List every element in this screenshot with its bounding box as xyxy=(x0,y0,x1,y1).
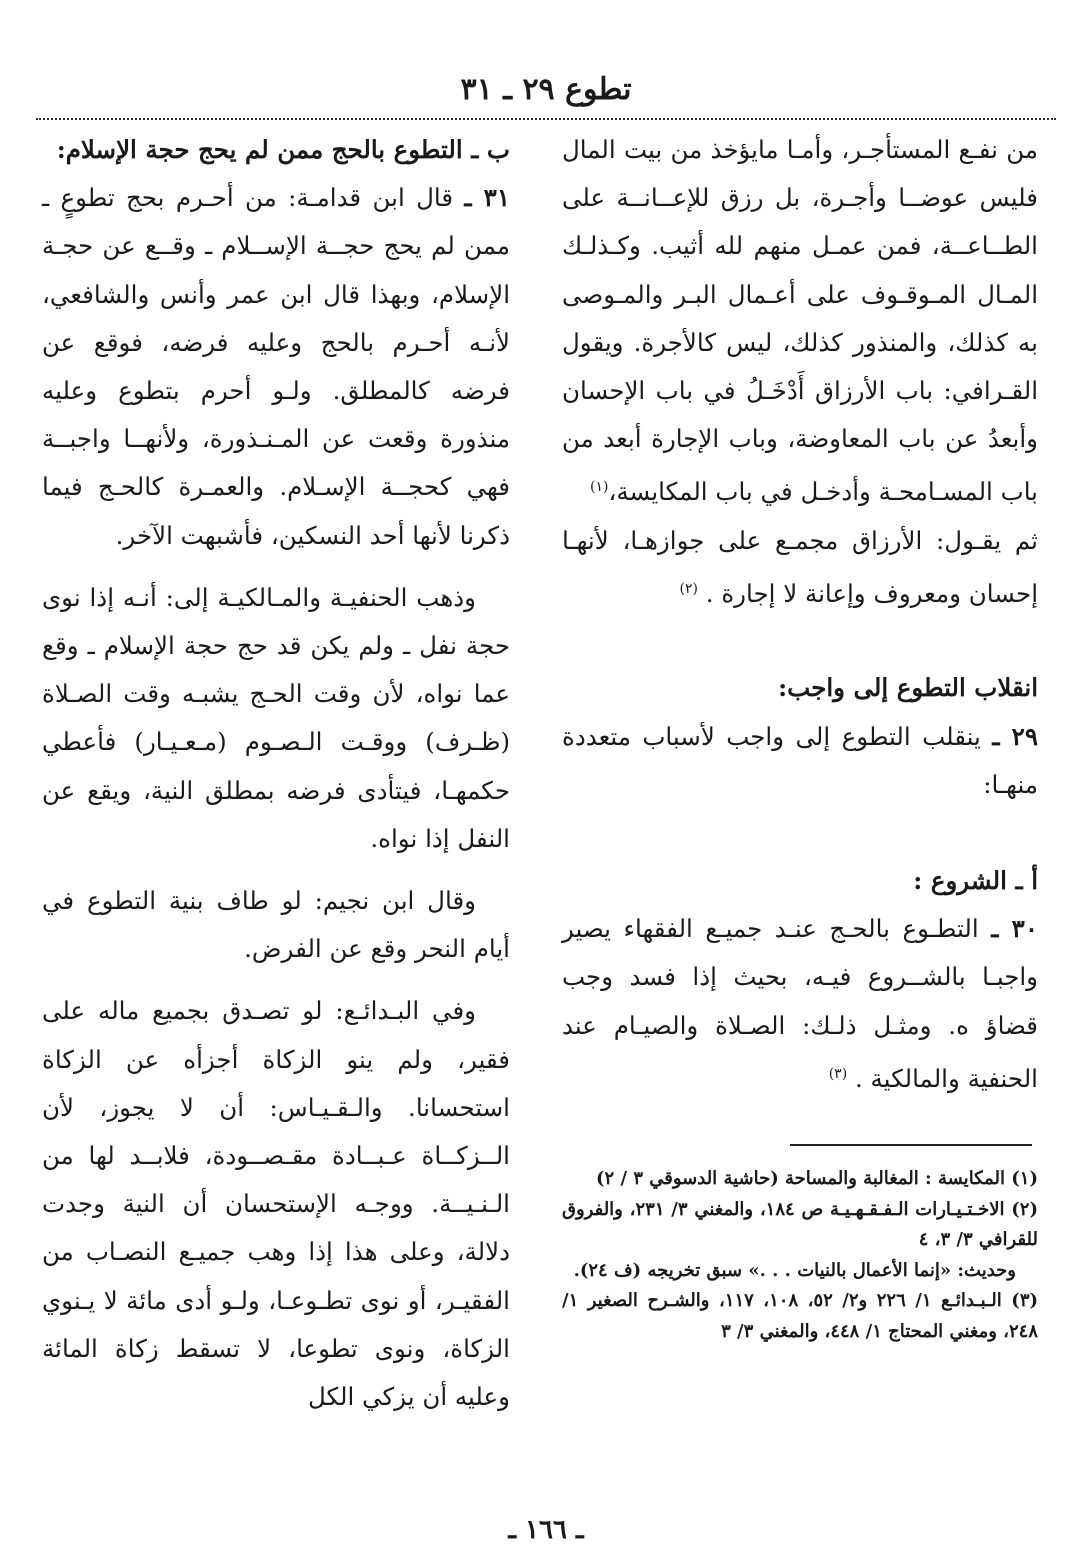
item-29-number: ٢٩ ـ xyxy=(992,721,1038,751)
item-31-number: ٣١ ـ xyxy=(464,183,510,213)
item-30 xyxy=(562,905,1038,1103)
footnote-divider xyxy=(790,1144,1032,1146)
section-heading-conversion: انقلاب التطوع إلى واجب: xyxy=(778,673,1038,703)
item-29 xyxy=(562,713,1038,809)
footnote-2: (٢) الاخـتـيـارات الـفـقـهـيـة ص ١٨٤، والمغني ٣/ ٢٣١، والفروق للقرافي ٣/ ٣، ٤ xyxy=(562,1198,1038,1250)
section-heading-commencement: أ ـ الشروع : xyxy=(913,865,1038,895)
running-header: تطوع ٢٩ ـ ٣١ xyxy=(460,72,632,107)
paragraph-rent-text: من نفـع المستأجـر، وأمـا مايؤخذ من بيت المال فليس عوضــا وأجـرة، بل رزق للإعــانــة على الطــاعــة، فمن عمـل منهم لله أثيب. وكـذلـك المـال المـوقـوف على أعـمال البـر والمـوصى به كذلك، والمنذور كذلك، ليس كالأجرة. ويقول القـرافي: باب الأرزاق أَدْخَـلُ في باب الإحسان وأبعدُ عن باب المعاوضة، وباب الإجارة أبعد من باب المسـامحـة وأدخـل في باب المكايسة، xyxy=(562,135,1038,507)
right-column xyxy=(562,126,1038,1103)
footnote-ref-2[interactable]: (٢) xyxy=(679,580,698,597)
footnote-ref-1[interactable]: (١) xyxy=(590,479,609,496)
item-30-number: ٣٠ ـ xyxy=(991,914,1038,944)
paragraph-badaie: وفي البـدائـع: لو تصـدق بجميع ماله على فقير، ولم ينو الزكاة أجزأه عن الزكاة استحسانا. والـقـيـاس: أن لا يجوز، لأن الــزكــاة عـبــادة مقـصــودة، فلابــد لها من الـنـيــة. ووجـه الإستحسان أن النية وجدت دلالة، وعلى هذا إذا وهب جميـع النصـاب من الفقيـر، أو نوى تطـوعـا، ولـو أدى مائة لا يـنوي الزكاة، ونوى تطوعا، لا تسقط زكاة المائة وعليه أن يزكي الكل xyxy=(42,996,510,1412)
footnotes xyxy=(562,1164,1038,1347)
footnote-ref-3[interactable]: (٣) xyxy=(828,1065,848,1082)
left-column xyxy=(42,126,510,1421)
item-29-text: ينقلب التطوع إلى واجب لأسباب متعددة منهـا: xyxy=(562,721,1038,799)
item-31 xyxy=(42,174,510,560)
footnote-1: (١) المكايسة : المغالبة والمساحة (حاشية الدسوقي ٣ / ٢) xyxy=(596,1168,1038,1189)
section-heading-hajj: ب ـ التطوع بالحج ممن لم يحج حجة الإسلام: xyxy=(56,135,510,164)
item-30-text: التطـوع بالحـج عنـد جميـع الفقهاء يصير واجبـا بالشــروع فيـه، بحيث إذا فسد وجب قضاؤ ه. ومثـل ذلـك: الصـلاة والصيـام عند الحنفية والمالكية . xyxy=(562,914,1038,1093)
paragraph-rent xyxy=(562,126,1038,517)
paragraph-qarafi-text: ثم يقـول: الأرزاق مجمـع على جوازهـا، لأنهـا إحسان ومعروف وإعانة لا إجارة . xyxy=(562,525,1038,609)
paragraph-hanafi: وذهب الحنفيـة والمـالكيـة إلى: أنـه إذا نوى حجة نفل ـ ولم يكن قد حج حجة الإسلام ـ وقع عما نواه، لأن وقت الحـج يشبـه وقت الصـلاة (ظـرف) ووقـت الـصـوم (مـعـيـار) فأعطي حكمهـا، فيتأدى فرضه بمطلق النية، ويقع عن النفل إذا نواه. xyxy=(42,582,510,853)
footnote-3: (٣) الـبـدائـع ١/ ٢٢٦ و٢/ ٥٢، ١٠٨، ١١٧، والشـرح الصغير ١/ ٢٤٨، ومغني المحتاج ١/ ٤٤٨، والمغني ٣/ ٣ xyxy=(562,1290,1039,1342)
item-31-text: قال ابن قدامـة: من أحـرم بحج تطوعٍ ـ ممن لم يحج حجــة الإســلام ـ وقــع عن حجـة الإسلام، وبهذا قال ابن عمر وأنس والشافعي، لأنـه أحـرم بالحج وعليه فرضه، فوقع عن فرضه كالمطلق. ولـو أحرم بتطوع وعليه منذورة وقعت عن المـنـذورة، ولأنهــا واجبــة فهي كحجــة الإسـلام. والعمـرة كالحـج فيما ذكرنا لأنها أحد النسكين، فأشبهت الآخر. xyxy=(42,183,510,550)
paragraph-qarafi xyxy=(562,517,1038,619)
header-dotted-rule xyxy=(36,118,1056,120)
page-number: ـ ١٦٦ ـ xyxy=(508,1515,584,1545)
footnote-2-hadith: وحديث: «إنما الأعمال بالنيات . . .» سبق تخريجه (ف ٢٤). xyxy=(573,1259,1016,1281)
paragraph-ibn-nujaym: وقال ابن نجيم: لو طاف بنية التطوع في أيام النحر وقع عن الفرض. xyxy=(42,886,510,964)
